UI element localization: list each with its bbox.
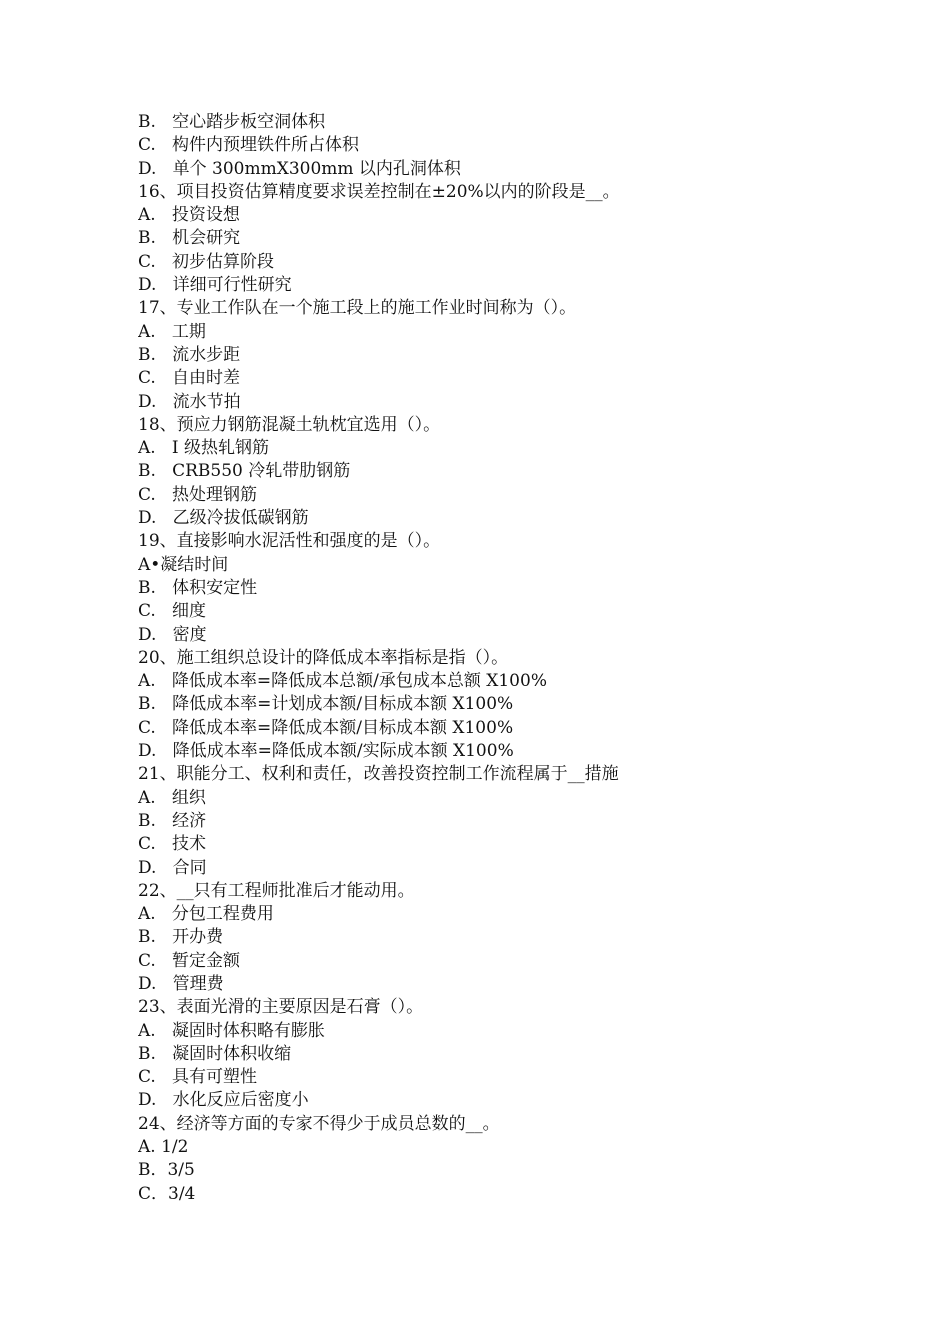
- answer-option: A. 凝固时体积略有膨胀: [138, 1020, 325, 1041]
- answer-option: D. 合同: [138, 857, 207, 878]
- question-text: 21、职能分工、权利和责任，改善投资控制工作流程属于__措施: [138, 764, 619, 785]
- question-text: 16、项目投资估算精度要求误差控制在±20%以内的阶段是__。: [138, 181, 620, 202]
- answer-option: B. 流水步距: [138, 344, 241, 365]
- answer-option: B. CRB550 冷轧带肋钢筋: [138, 461, 351, 482]
- question-text: 19、直接影响水泥活性和强度的是（）。: [138, 531, 441, 552]
- answer-option: A. I 级热轧钢筋: [138, 438, 270, 459]
- answer-option: C. 降低成本率=降低成本额/目标成本额 X100%: [138, 717, 514, 738]
- answer-option: D. 密度: [138, 624, 207, 645]
- answer-option: A. 分包工程费用: [138, 904, 274, 925]
- answer-option: C. 具有可塑性: [138, 1067, 258, 1088]
- question-list: [138, 111, 898, 1206]
- answer-option: A. 1/2: [138, 1137, 189, 1158]
- answer-option: C. 热处理钢筋: [138, 484, 258, 505]
- question-text: 24、经济等方面的专家不得少于成员总数的__。: [138, 1113, 500, 1134]
- answer-option: C. 技术: [138, 834, 207, 855]
- answer-option: D. 流水节拍: [138, 391, 241, 412]
- answer-option: B. 机会研究: [138, 228, 241, 249]
- answer-option: A. 工期: [138, 321, 206, 342]
- answer-option: C. 构件内预埋铁件所占体积: [138, 135, 360, 156]
- answer-option: D. 降低成本率=降低成本额/实际成本额 X100%: [138, 741, 514, 762]
- answer-option: D. 乙级冷拔低碳钢筋: [138, 508, 309, 529]
- answer-option: D. 管理费: [138, 973, 224, 994]
- answer-option: C．3/4: [138, 1183, 196, 1204]
- answer-option: A. 投资设想: [138, 205, 240, 226]
- answer-option: B. 降低成本率=计划成本额/目标成本额 X100%: [138, 694, 514, 715]
- question-text: 18、预应力钢筋混凝土轨枕宜选用（）。: [138, 414, 441, 435]
- answer-option: B．3/5: [138, 1160, 195, 1181]
- answer-option: A. 组织: [138, 787, 206, 808]
- answer-option: D. 水化反应后密度小: [138, 1090, 309, 1111]
- answer-option: B. 凝固时体积收缩: [138, 1043, 292, 1064]
- answer-option: C. 自由时差: [138, 368, 241, 389]
- question-text: 17、专业工作队在一个施工段上的施工作业时间称为（）。: [138, 298, 577, 319]
- answer-option: D. 单个 300mmX300mm 以内孔洞体积: [138, 158, 461, 179]
- question-text: 23、表面光滑的主要原因是石膏（）。: [138, 997, 424, 1018]
- answer-option: C. 初步估算阶段: [138, 251, 275, 272]
- answer-option: C. 细度: [138, 601, 207, 622]
- answer-option: D. 详细可行性研究: [138, 275, 292, 296]
- question-text: 22、__只有工程师批准后才能动用。: [138, 880, 415, 901]
- answer-option: A•凝结时间: [138, 554, 229, 575]
- answer-option: B. 开办费: [138, 927, 224, 948]
- answer-option: C. 暂定金额: [138, 950, 241, 971]
- answer-option: B. 空心踏步板空洞体积: [138, 112, 326, 132]
- question-text: 20、施工组织总设计的降低成本率指标是指（）。: [138, 647, 509, 668]
- answer-option: A. 降低成本率=降低成本总额/承包成本总额 X100%: [138, 671, 547, 692]
- answer-option: B. 体积安定性: [138, 577, 258, 598]
- answer-option: B. 经济: [138, 810, 207, 831]
